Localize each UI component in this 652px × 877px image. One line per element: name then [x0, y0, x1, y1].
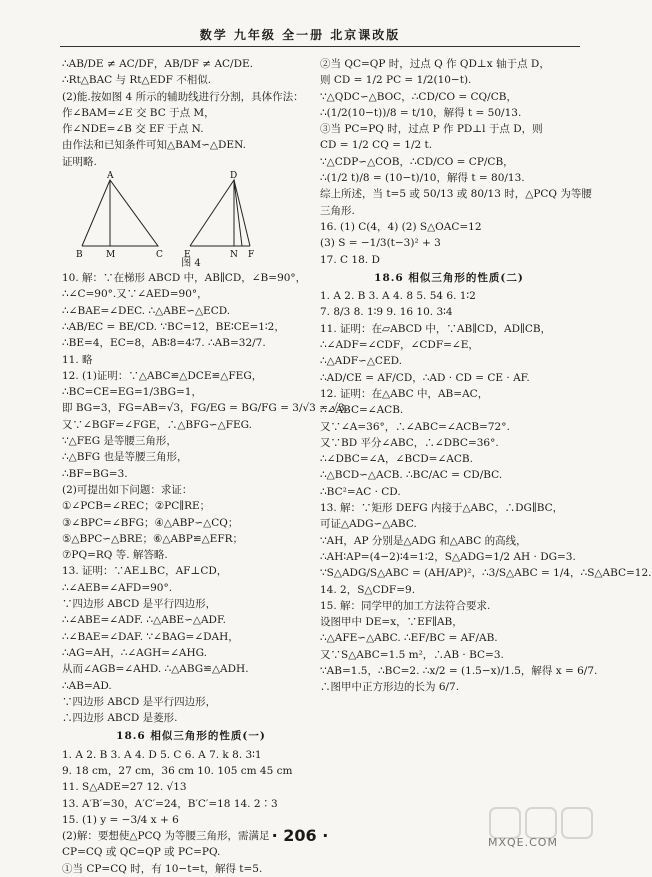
text-line: (2)可提出如下问题：求证： — [62, 483, 193, 496]
text-line: 16. (1) C(4，4) (2) S△OAC=12 — [320, 220, 482, 233]
text-line: ∴△BCD∽△ACB. ∴BC/AC = CD/BC. — [320, 469, 503, 482]
label-d: D — [230, 171, 238, 182]
text-line: (3) S = −1/3(t−3)² + 3 — [320, 237, 441, 250]
text-line: ∴∠C=90°.又∵∠AED=90°， — [62, 288, 208, 301]
label-f: F — [248, 250, 255, 261]
text-line: ∵四边形 ABCD 是平行四边形， — [62, 598, 217, 611]
text-line: 即 BG=3，FG=AB=√3，FG/EG = BG/FG = 3/√3 = √3. — [62, 402, 349, 415]
text-line: ∴AB/EC = BE/CD. ∵BC=12，BE∶CE=1∶2， — [62, 320, 285, 333]
text-line: 15. (1) y = −3/4 x + 6 — [62, 813, 179, 826]
watermark-text: MXQE.COM — [488, 836, 558, 849]
text-line: ∴∠DBC=∠A，∠BCD=∠ACB. — [320, 453, 473, 466]
text-line: ①当 CP=CQ 时，有 10−t=t，解得 t=5. — [62, 862, 263, 875]
text-line: 9. 18 cm，27 cm，36 cm 10. 105 cm 45 cm — [62, 764, 293, 777]
figure-4 — [62, 172, 320, 270]
text-line: 7. 8/3 8. 1∶9 9. 16 10. 3∶4 — [320, 306, 453, 319]
text-line: ∴∠ABE=∠ADF. ∴△ABE∽△ADF. — [62, 614, 226, 627]
left-column — [62, 56, 349, 877]
text-line: 10. 解：∵在梯形 ABCD 中，AB∥CD，∠B=90°， — [62, 272, 307, 285]
text-line: 综上所述，当 t=5 或 50/13 或 80/13 时，△PCQ 为等腰 — [320, 188, 592, 201]
text-line: 1. A 2. B 3. A 4. 8 5. 54 6. 1∶2 — [320, 290, 476, 303]
page-number: · 206 · — [271, 826, 329, 845]
text-line: 三角形. — [320, 204, 355, 217]
right-section-block — [320, 288, 652, 695]
label-e: E — [184, 250, 191, 261]
text-line: 又∵∠A=36°，∴∠ABC=∠ACB=72°. — [320, 420, 510, 433]
text-line: ∴AB=AD. — [62, 679, 112, 692]
text-line: 13. 解：∵矩形 DEFG 内接于△ABC，∴DG∥BC， — [320, 502, 564, 515]
text-line: CD = 1/2 CQ = 1/2 t. — [320, 139, 433, 152]
page-header: 数学 九年级 全一册 北京课改版 — [199, 28, 401, 42]
section-title-right: 18.6 相似三角形的性质(二) — [374, 271, 524, 284]
text-line: CP=CQ 或 QC=QP 或 PC=PQ. — [62, 846, 221, 859]
text-line: ∴BF=BG=3. — [62, 467, 128, 480]
text-line: ∴AG=AH，∴∠AGH=∠AHG. — [62, 646, 207, 659]
triangle-abc — [82, 180, 158, 246]
section-title-left: 18.6 相似三角形的性质(一) — [116, 730, 266, 743]
text-line: ∴△ADF∽△CED. — [320, 355, 402, 368]
text-line: 11. 证明：在▱ABCD 中，∵AB∥CD，AD∥CB， — [320, 322, 552, 335]
right-top-block — [320, 56, 592, 268]
label-a: A — [107, 171, 114, 182]
text-line: (2)解：要想使△PCQ 为等腰三角形，需满足 — [62, 830, 270, 843]
text-line: 11. S△ADE=27 12. √13 — [62, 781, 187, 794]
text-line: ∴∠BAE=∠DAF. ∵∠BAG=∠DAH， — [62, 630, 239, 643]
text-line: 作∠NDE=∠B 交 EF 于点 N. — [62, 123, 204, 136]
text-line: 又∵BD 平分∠ABC，∴∠DBC=36°. — [320, 436, 499, 449]
text-line: ∴∠ABC=∠ACB. — [320, 404, 404, 417]
text-line: ∴AD/CE = AF/CD，∴AD · CD = CE · AF. — [320, 371, 530, 384]
text-line: ∴(1/2(10−t))/8 = t/10，解得 t = 50/13. — [320, 106, 522, 119]
left-section-block — [62, 747, 320, 877]
text-line: ∵△CDP∽△COB，∴CD/CO = CP/CB， — [320, 155, 514, 168]
text-line: 证明略. — [62, 155, 97, 168]
text-line: 则 CD = 1/2 PC = 1/2(10−t). — [320, 74, 472, 87]
text-line: ⑤△BPC∽△BRE；⑥△ABP≌△EFR； — [62, 532, 244, 545]
text-line: (2)能.按如图 4 所示的辅助线进行分割，具体作法： — [62, 90, 304, 103]
text-line: ∵S△ADG/S△ABC = (AH/AP)²，∴3/S△ABC = 1/4，∴S△ABC=12. — [320, 567, 652, 580]
label-b: B — [76, 250, 83, 261]
text-line: ∴BE=4，EC=8，AB∶8=4∶7. ∴AB=32/7. — [62, 337, 266, 350]
text-line: ∴图甲中正方形边的长为 6/7. — [320, 681, 460, 694]
text-line: 1. A 2. B 3. A 4. D 5. C 6. A 7. k 8. 3∶1 — [62, 748, 262, 761]
text-line: 13. A′B′=30，A′C′=24，B′C′=18 14. 2∶3 — [62, 797, 278, 810]
text-line: 15. 解：同学甲的加工方法符合要求. — [320, 599, 491, 612]
left-bottom-block — [62, 270, 349, 726]
label-n: N — [230, 250, 238, 261]
text-line: ∴(1/2 t)/8 = (10−t)/10，解得 t = 80/13. — [320, 172, 525, 185]
text-line: ∴∠ADF=∠CDF，∠CDF=∠E， — [320, 339, 479, 352]
text-line: ∴AH∶AP=(4−2)∶4=1∶2，S△ADG=1/2 AH · DG=3. — [320, 550, 576, 563]
triangle-def — [190, 180, 250, 246]
text-line: 作∠BAM=∠E 交 BC 于点 M， — [62, 106, 215, 119]
text-line: ∵AH，AP 分别是△ADG 和△ABC 的高线， — [320, 534, 527, 547]
text-line: ∵△QDC∽△BOC，∴CD/CO = CQ/CB， — [320, 90, 517, 103]
text-line: ∴AB/DE ≠ AC/DF，AB/DF ≠ AC/DE. — [62, 58, 254, 70]
text-line: ∵△FEG 是等腰三角形， — [62, 435, 177, 448]
text-line: ∴Rt△BAC 与 Rt△EDF 不相似. — [62, 74, 212, 87]
label-c: C — [156, 250, 163, 261]
text-line: 12. (1)证明：∵△ABC≌△DCE≌△FEG， — [62, 369, 263, 382]
text-line: 设图甲中 DE=x，∵EF∥AB， — [320, 616, 463, 629]
text-line: 从而∠AGB=∠AHD. ∴△ABG≌△ADH. — [62, 663, 249, 676]
text-line: ②当 QC=QP 时，过点 Q 作 QD⊥x 轴于点 D， — [320, 58, 550, 70]
header-divider — [60, 46, 580, 47]
text-line: 14. 2，S△CDF=9. — [320, 583, 416, 596]
text-line: 由作法和已知条件可知△BAM∽△DEN. — [62, 139, 246, 152]
text-line: 13. 证明：∵AE⊥BC，AF⊥CD， — [62, 565, 228, 578]
text-line: ∴∠AEB=∠AFD=90°. — [62, 581, 173, 594]
text-line: ∵四边形 ABCD 是平行四边形， — [62, 695, 217, 708]
text-line: ∴BC²=AC · CD. — [320, 485, 401, 498]
text-line: ⑦PQ=RQ 等. 解答略. — [62, 549, 168, 562]
text-line: ∴四边形 ABCD 是菱形. — [62, 712, 178, 725]
text-line: ∴BC=CE=EG=1/3BG=1， — [62, 386, 202, 399]
text-line: ③当 PC=PQ 时，过点 P 作 PD⊥l 于点 D，则 — [320, 123, 543, 136]
left-top-block — [62, 56, 320, 170]
text-line: ∴∠BAE=∠DEC. ∴△ABE∽△ECD. — [62, 304, 231, 317]
text-line: 17. C 18. D — [320, 253, 380, 266]
text-line: ∴△AFE∽△ABC. ∴EF/BC = AF/AB. — [320, 632, 498, 645]
text-line: 可证△ADG∽△ABC. — [320, 518, 417, 531]
text-line: ∴△BFG 也是等腰三角形， — [62, 451, 188, 464]
figure-caption: 图 4 — [181, 258, 201, 270]
text-line: 11. 略 — [62, 353, 93, 366]
right-column — [320, 56, 652, 696]
text-line: ∵AB=1.5，∴BC=2. ∴x/2 = (1.5−x)/1.5，解得 x = 6/7. — [320, 664, 598, 677]
text-line: 又∵∠BGF=∠FGE，∴△BFG∽△FEG. — [62, 418, 252, 431]
text-line: ①∠PCB=∠REC；②PC∥RE； — [62, 500, 211, 513]
text-line: ③∠BPC=∠BFG；④△ABP∽△CQ； — [62, 516, 239, 529]
text-line: 12. 证明：在△ABC 中，AB=AC， — [320, 387, 489, 400]
label-m: M — [106, 250, 116, 261]
text-line: 又∵S△ABC=1.5 m²，∴AB · BC=3. — [320, 648, 504, 661]
